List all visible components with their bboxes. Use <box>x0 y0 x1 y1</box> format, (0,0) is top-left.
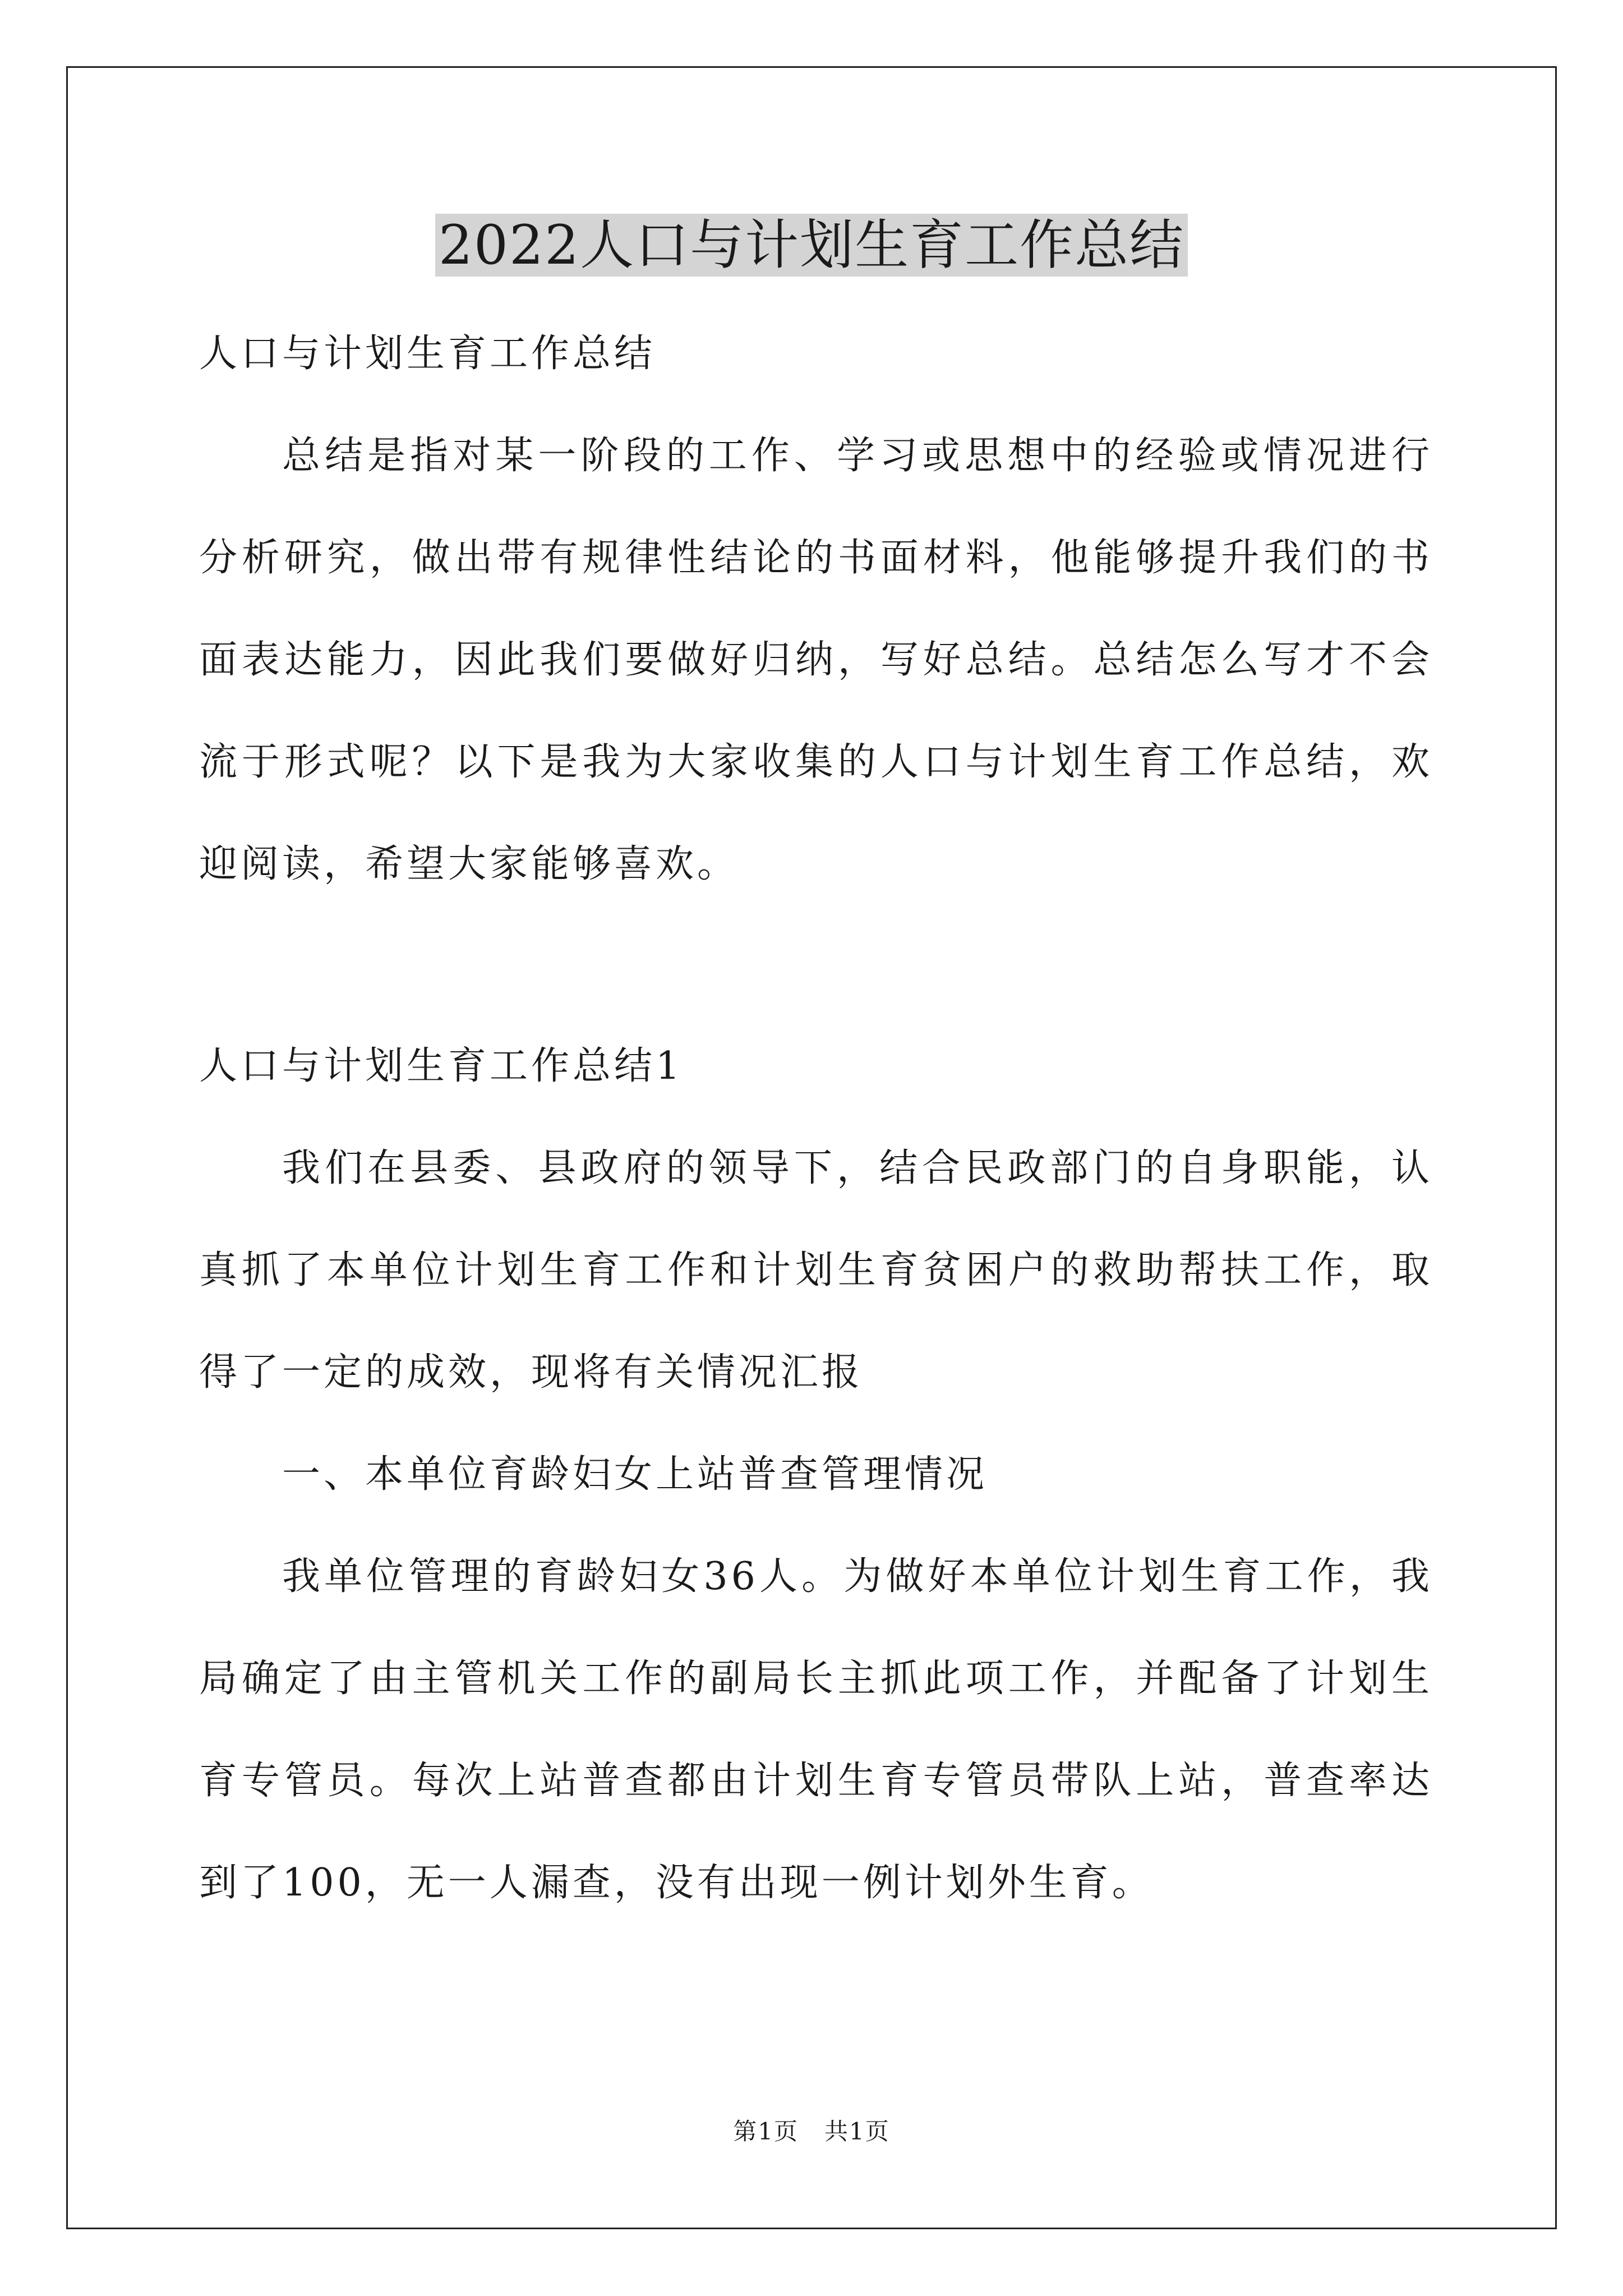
body-paragraph: 我们在县委、县政府的领导下，结合民政部门的自身职能，认真抓了本单位计划生育工作和计划生育贫困户的救助帮扶工作，取得了一定的成效，现将有关情况汇报 <box>199 1146 1433 1395</box>
document-title-text: 2022人口与计划生育工作总结 <box>435 214 1188 277</box>
subtitle-paragraph: 人口与计划生育工作总结 <box>199 332 656 376</box>
document-title <box>0 209 1623 282</box>
page-total: 共1页 <box>824 2118 890 2145</box>
body-paragraph: 我单位管理的育龄妇女36人。为做好本单位计划生育工作，我局确定了由主管机关工作的副局长主抓此项工作，并配备了计划生育专管员。每次上站普查都由计划生育专管员带队上站，普查率达到了100，无一人漏查，没有出现一例计划外生育。 <box>199 1554 1433 1905</box>
subsection-heading: 一、本单位育龄妇女上站普查管理情况 <box>282 1452 988 1497</box>
page-footer <box>0 2115 1623 2148</box>
intro-paragraph: 总结是指对某一阶段的工作、学习或思想中的经验或情况进行分析研究，做出带有规律性结论的书面材料，他能够提升我们的书面表达能力，因此我们要做好归纳，写好总结。总结怎么写才不会流于形式呢？以下是我为大家收集的人口与计划生育工作总结，欢迎阅读，希望大家能够喜欢。 <box>199 434 1433 886</box>
page-number: 第1页 <box>733 2118 799 2145</box>
document-body <box>199 303 1433 1934</box>
section-heading: 人口与计划生育工作总结1 <box>199 1044 684 1088</box>
paragraph-gap <box>199 915 1433 1015</box>
